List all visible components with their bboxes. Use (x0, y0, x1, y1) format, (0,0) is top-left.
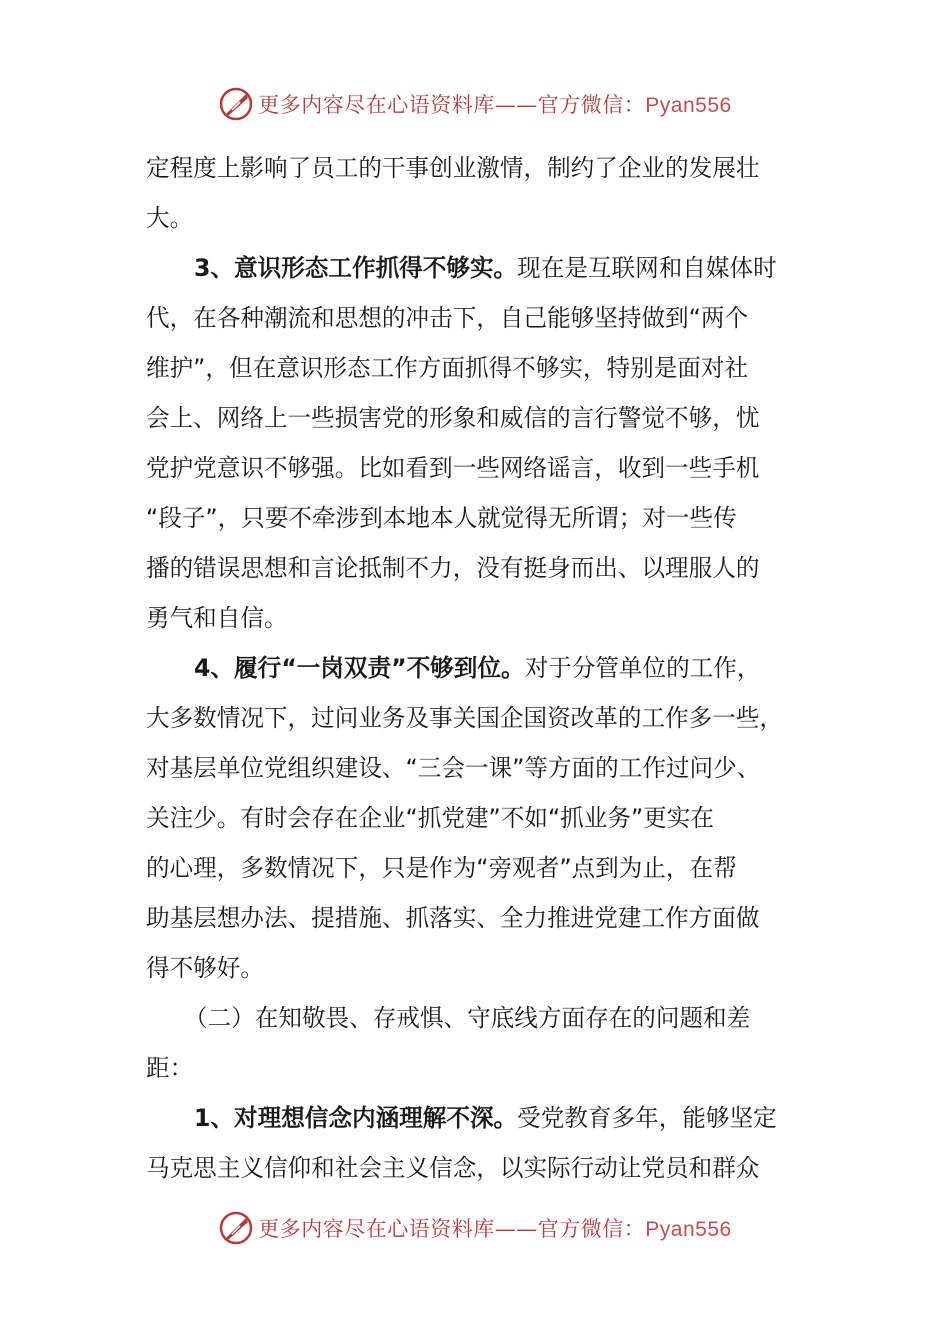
text-line: 勇气和自信。 (146, 604, 288, 632)
paragraph-heading: 4、履行“一岗双责”不够到位。 (194, 654, 525, 682)
footer-banner (0, 1208, 950, 1248)
text-line: “段子”，只要不牵涉到本地本人就觉得无所谓；对一些传 (146, 504, 737, 532)
paragraph-3-first-line: 3、意识形态工作抓得不够实。现在是互联网和自媒体时 (194, 254, 777, 282)
header-banner-text: 更多内容尽在心语资料库——官方微信：Pyan556 (258, 93, 732, 117)
text-line: 得不够好。 (146, 954, 264, 982)
paragraph-heading: 1、对理想信念内涵理解不深。 (194, 1104, 518, 1132)
text-line: 播的错误思想和言论抵制不力，没有挺身而出、以理服人的 (146, 554, 760, 582)
text-line: 马克思主义信仰和社会主义信念，以实际行动让党员和群众 (146, 1154, 760, 1182)
section-heading: （二）在知敬畏、存戒惧、守底线方面存在的问题和差 (184, 1004, 751, 1032)
text-line: 定程度上影响了员工的干事创业激情，制约了企业的发展壮 (146, 154, 760, 182)
text-line: 关注少。有时会存在企业“抓党建”不如“抓业务”更实在 (146, 804, 714, 832)
text-line: 党护党意识不够强。比如看到一些网络谣言，收到一些手机 (146, 454, 760, 482)
footer-banner-text: 更多内容尽在心语资料库——官方微信：Pyan556 (258, 1217, 732, 1241)
text-line: 会上、网络上一些损害党的形象和威信的言行警觉不够，忧 (146, 404, 760, 432)
paragraph-1-first-line: 1、对理想信念内涵理解不深。受党教育多年，能够坚定 (194, 1104, 777, 1132)
text-line: 对基层单位党组织建设、“三会一课”等方面的工作过问少、 (146, 754, 761, 782)
text-line: 代，在各种潮流和思想的冲击下，自己能够坚持做到“两个 (146, 304, 749, 332)
text-line: 助基层想办法、提措施、抓落实、全力推进党建工作方面做 (146, 904, 760, 932)
text-line: 大多数情况下，过问业务及事关国企国资改革的工作多一些， (146, 704, 784, 732)
text-line: 大。 (146, 204, 194, 232)
paragraph-4-first-line: 4、履行“一岗双责”不够到位。对于分管单位的工作， (194, 654, 761, 682)
header-banner (0, 84, 950, 124)
quill-logo-icon (218, 86, 254, 122)
quill-logo-icon (218, 1210, 254, 1246)
text-line: 维护”，但在意识形态工作方面抓得不够实，特别是面对社 (146, 354, 749, 382)
paragraph-heading: 3、意识形态工作抓得不够实。 (194, 254, 518, 282)
text-line: 距： (146, 1054, 194, 1082)
text-line: 的心理，多数情况下，只是作为“旁观者”点到为止，在帮 (146, 854, 737, 882)
